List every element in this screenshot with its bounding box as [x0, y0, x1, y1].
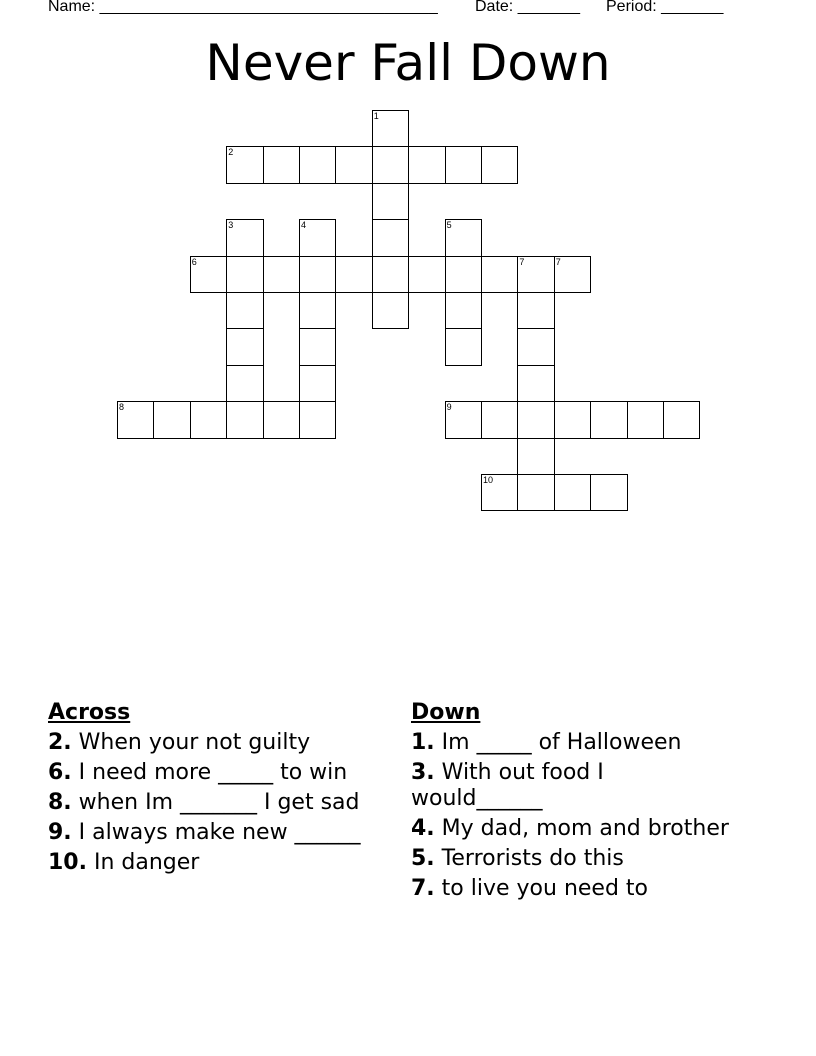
crossword-cell[interactable]	[226, 256, 263, 293]
across-heading: Across	[48, 700, 131, 725]
crossword-cell[interactable]	[445, 292, 482, 329]
crossword-cell[interactable]	[445, 328, 482, 365]
clue-across-9: 9. I always make new ______	[48, 820, 361, 845]
across-clues	[48, 700, 388, 880]
crossword-cell[interactable]	[590, 474, 627, 511]
crossword-cell[interactable]	[190, 401, 227, 438]
crossword-cell[interactable]	[663, 401, 700, 438]
crossword-cell[interactable]	[299, 292, 336, 329]
crossword-cell[interactable]	[335, 146, 372, 183]
crossword-cell[interactable]	[517, 256, 554, 293]
crossword-cell[interactable]	[554, 401, 591, 438]
clue-down-5: 5. Terrorists do this	[411, 846, 624, 871]
crossword-cell[interactable]	[554, 256, 591, 293]
crossword-cell[interactable]	[226, 292, 263, 329]
clue-number: 3	[228, 220, 234, 231]
crossword-cell[interactable]	[372, 256, 409, 293]
crossword-cell[interactable]	[335, 256, 372, 293]
clue-number: 5	[446, 220, 452, 231]
crossword-cell[interactable]	[117, 401, 154, 438]
crossword-cell[interactable]	[445, 401, 482, 438]
clue-down-7: 7. to live you need to	[411, 876, 648, 901]
clue-number: 1	[373, 111, 379, 121]
period-field[interactable]: Period: _______	[606, 0, 724, 15]
crossword-cell[interactable]	[554, 474, 591, 511]
crossword-cell[interactable]	[226, 328, 263, 365]
crossword-cell[interactable]	[263, 401, 300, 438]
clue-down-4: 4. My dad, mom and brother	[411, 816, 729, 841]
clue-across-8: 8. when Im _______ I get sad	[48, 790, 360, 815]
crossword-cell[interactable]	[517, 401, 554, 438]
clue-number: 2	[228, 147, 234, 158]
crossword-cell[interactable]	[372, 146, 409, 183]
crossword-cell[interactable]	[372, 110, 409, 147]
crossword-cell[interactable]	[226, 365, 263, 402]
clue-across-6: 6. I need more _____ to win	[48, 760, 348, 785]
crossword-cell[interactable]	[299, 256, 336, 293]
clue-number: 9	[446, 402, 452, 413]
crossword-cell[interactable]	[517, 438, 554, 475]
clue-down-3: 3. With out food I would______	[411, 760, 604, 811]
crossword-cell[interactable]	[517, 292, 554, 329]
crossword-cell[interactable]	[153, 401, 190, 438]
clue-number: 8	[119, 402, 125, 413]
crossword-cell[interactable]	[372, 292, 409, 329]
crossword-cell[interactable]	[445, 146, 482, 183]
crossword-cell[interactable]	[226, 146, 263, 183]
crossword-cell[interactable]	[408, 256, 445, 293]
crossword-cell[interactable]	[481, 146, 518, 183]
crossword-cell[interactable]	[517, 365, 554, 402]
crossword-cell[interactable]	[226, 219, 263, 256]
crossword-cell[interactable]	[263, 146, 300, 183]
crossword-cell[interactable]	[299, 146, 336, 183]
crossword-cell[interactable]	[299, 401, 336, 438]
crossword-cell[interactable]	[590, 401, 627, 438]
crossword-cell[interactable]	[517, 328, 554, 365]
crossword-cell[interactable]	[299, 328, 336, 365]
crossword-cell[interactable]	[299, 219, 336, 256]
name-field[interactable]: Name: ______________________________________	[48, 0, 438, 15]
crossword-cell[interactable]	[445, 219, 482, 256]
crossword-cell[interactable]	[627, 401, 664, 438]
crossword-cell[interactable]	[372, 183, 409, 220]
crossword-cell[interactable]	[263, 256, 300, 293]
down-heading: Down	[411, 700, 481, 725]
crossword-cell[interactable]	[190, 256, 227, 293]
clue-number: 6	[191, 256, 197, 267]
crossword-cell[interactable]	[481, 256, 518, 293]
puzzle-title: Never Fall Down	[205, 34, 611, 92]
crossword-cell[interactable]	[445, 256, 482, 293]
crossword-cell[interactable]	[372, 219, 409, 256]
clue-number: 7	[555, 256, 561, 267]
crossword-cell[interactable]	[481, 474, 518, 511]
clue-number: 4	[301, 220, 307, 231]
crossword-cell[interactable]	[226, 401, 263, 438]
clue-number: 7	[519, 256, 525, 267]
down-clues	[411, 700, 741, 906]
clue-across-2: 2. When your not guilty	[48, 730, 311, 755]
clue-across-10: 10. In danger	[48, 850, 200, 875]
clue-number: 10	[483, 475, 494, 485]
crossword-cell[interactable]	[481, 401, 518, 438]
crossword-cell[interactable]	[299, 365, 336, 402]
crossword-cell[interactable]	[517, 474, 554, 511]
clue-down-1: 1. Im _____ of Halloween	[411, 730, 682, 755]
crossword-cell[interactable]	[408, 146, 445, 183]
date-field[interactable]: Date: _______	[475, 0, 580, 15]
